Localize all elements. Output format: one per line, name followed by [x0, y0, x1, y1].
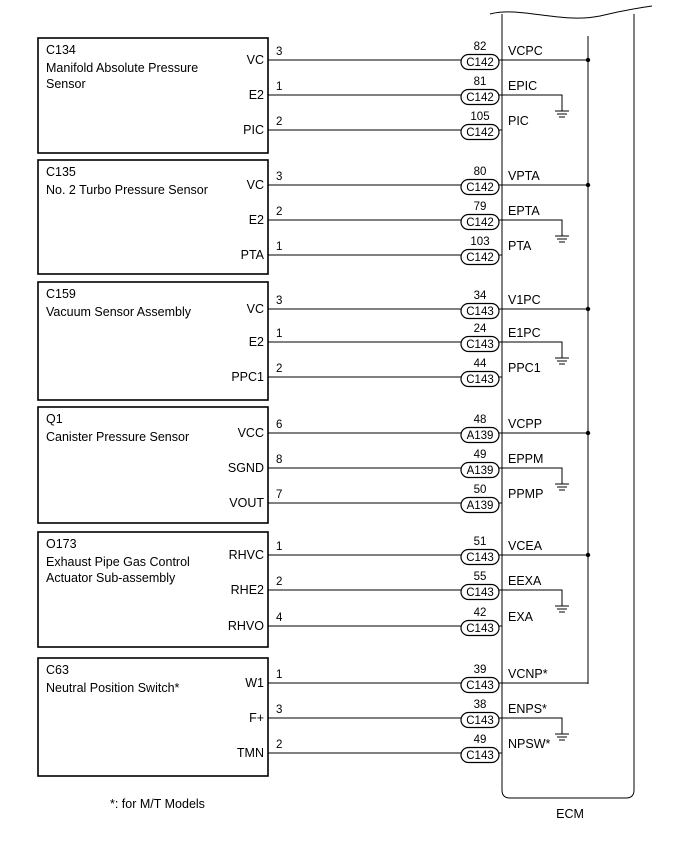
sensor-pin-number: 3: [276, 295, 283, 307]
ground-wire: [499, 95, 562, 111]
ecm-signal-name: VCEA: [508, 539, 543, 553]
terminal-name: E2: [248, 335, 264, 349]
sensor-pin-number: 6: [276, 419, 283, 431]
ecm-pin-number: 49: [473, 449, 487, 461]
ecm-pin-number: 49: [473, 734, 487, 746]
sensor-pin-number: 2: [276, 206, 283, 218]
sensor-pin-number: 1: [276, 541, 283, 553]
ecm-signal-name: VCNP*: [508, 667, 548, 681]
ecm-signal-name: EPTA: [508, 204, 540, 218]
sensor-pin-number: 2: [276, 363, 283, 375]
connector-label: C143: [466, 339, 494, 351]
ecm-label: ECM: [556, 807, 584, 821]
ecm-signal-name: VPTA: [508, 169, 540, 183]
connector-label: C143: [466, 715, 494, 727]
junction-dot: [586, 431, 590, 435]
ecm-pin-number: 51: [473, 536, 487, 548]
component-code: C135: [46, 165, 76, 179]
ground-wire: [499, 590, 562, 606]
terminal-name: VC: [246, 302, 264, 316]
connector-label: A139: [466, 465, 494, 477]
terminal-name: RHVC: [228, 548, 264, 562]
ecm-pin-number: 81: [473, 76, 487, 88]
terminal-name: RHE2: [230, 583, 264, 597]
component-code: C134: [46, 43, 76, 57]
component-code: C159: [46, 287, 76, 301]
ecm-signal-name: VCPC: [508, 44, 543, 58]
ecm-pin-number: 39: [473, 664, 487, 676]
junction-dot: [586, 58, 590, 62]
junction-dot: [586, 307, 590, 311]
connector-label: C143: [466, 623, 494, 635]
ground-wire: [499, 220, 562, 236]
ecm-pin-number: 24: [473, 323, 487, 335]
terminal-name: PIC: [243, 123, 264, 137]
sensor-pin-number: 1: [276, 81, 283, 93]
ecm-signal-name: PPC1: [508, 361, 541, 375]
ecm-pin-number: 42: [473, 607, 487, 619]
sensor-pin-number: 2: [276, 739, 283, 751]
terminal-name: VC: [246, 178, 264, 192]
connector-label: A139: [466, 500, 494, 512]
ecm-pin-number: 80: [473, 166, 487, 178]
terminal-name: PPC1: [231, 370, 264, 384]
component-name: Actuator Sub-assembly: [46, 571, 176, 585]
sensor-pin-number: 1: [276, 669, 283, 681]
connector-label: C142: [466, 92, 494, 104]
terminal-name: VCC: [237, 426, 264, 440]
connector-label: C142: [466, 217, 494, 229]
connector-label: C142: [466, 57, 494, 69]
terminal-name: RHVO: [227, 619, 264, 633]
ecm-signal-name: EPPM: [508, 452, 544, 466]
ecm-signal-name: NPSW*: [508, 737, 551, 751]
component-name: Canister Pressure Sensor: [46, 430, 190, 444]
ecm-pin-number: 44: [473, 358, 487, 370]
sensor-pin-number: 3: [276, 171, 283, 183]
connector-label: C142: [466, 127, 494, 139]
ecm-pin-number: 79: [473, 201, 487, 213]
ecm-signal-name: V1PC: [508, 293, 541, 307]
ecm-signal-name: EEXA: [508, 574, 542, 588]
terminal-name: SGND: [227, 461, 264, 475]
sensor-pin-number: 7: [276, 489, 283, 501]
ground-wire: [499, 718, 562, 734]
component-name: Sensor: [46, 77, 86, 91]
component-code: Q1: [46, 412, 63, 426]
ecm-pin-number: 105: [470, 111, 490, 123]
connector-label: C143: [466, 374, 494, 386]
ecm-signal-name: PIC: [508, 114, 529, 128]
sensor-pin-number: 1: [276, 328, 283, 340]
ecm-pin-number: 55: [473, 571, 487, 583]
terminal-name: E2: [248, 213, 264, 227]
sensor-pin-number: 3: [276, 46, 283, 58]
ecm-pin-number: 82: [473, 41, 487, 53]
terminal-name: TMN: [236, 746, 264, 760]
terminal-name: VC: [246, 53, 264, 67]
component-code: C63: [46, 663, 69, 677]
connector-label: C143: [466, 680, 494, 692]
connector-label: C143: [466, 587, 494, 599]
ecm-signal-name: E1PC: [508, 326, 541, 340]
ecm-break-mark: [490, 6, 652, 18]
terminal-name: PTA: [240, 248, 264, 262]
ground-wire: [499, 342, 562, 358]
ecm-signal-name: EPIC: [508, 79, 538, 93]
component-box: [38, 658, 268, 776]
ecm-signal-name: EXA: [508, 610, 534, 624]
ecm-pin-number: 103: [470, 236, 490, 248]
junction-dot: [586, 183, 590, 187]
connector-label: C143: [466, 750, 494, 762]
sensor-pin-number: 2: [276, 576, 283, 588]
sensor-blocks: [38, 38, 590, 776]
connector-label: A139: [466, 430, 494, 442]
terminal-name: E2: [248, 88, 264, 102]
component-code: O173: [46, 537, 77, 551]
connector-label: C142: [466, 182, 494, 194]
component-name: Vacuum Sensor Assembly: [46, 305, 191, 319]
terminal-name: F+: [249, 711, 264, 725]
ecm-signal-name: ENPS*: [508, 702, 547, 716]
ecm-pin-number: 50: [473, 484, 487, 496]
ecm-signal-name: PTA: [508, 239, 532, 253]
ecm-pin-number: 38: [473, 699, 487, 711]
terminal-name: W1: [245, 676, 264, 690]
ecm-pin-number: 48: [473, 414, 487, 426]
connector-label: C143: [466, 306, 494, 318]
component-name: Exhaust Pipe Gas Control: [46, 555, 190, 569]
sensor-pin-number: 3: [276, 704, 283, 716]
ground-wire: [499, 468, 562, 484]
sensor-pin-number: 1: [276, 241, 283, 253]
footnote: *: for M/T Models: [110, 797, 205, 811]
junction-dot: [586, 553, 590, 557]
ecm-pin-number: 34: [473, 290, 487, 302]
sensor-pin-number: 2: [276, 116, 283, 128]
component-name: No. 2 Turbo Pressure Sensor: [46, 183, 208, 197]
ecm-signal-name: PPMP: [508, 487, 544, 501]
terminal-name: VOUT: [229, 496, 264, 510]
sensor-pin-number: 8: [276, 454, 283, 466]
connector-label: C142: [466, 252, 494, 264]
component-name: Manifold Absolute Pressure: [46, 61, 199, 75]
ecm-signal-name: VCPP: [508, 417, 543, 431]
component-name: Neutral Position Switch*: [46, 681, 180, 695]
sensor-pin-number: 4: [276, 612, 283, 624]
connector-label: C143: [466, 552, 494, 564]
